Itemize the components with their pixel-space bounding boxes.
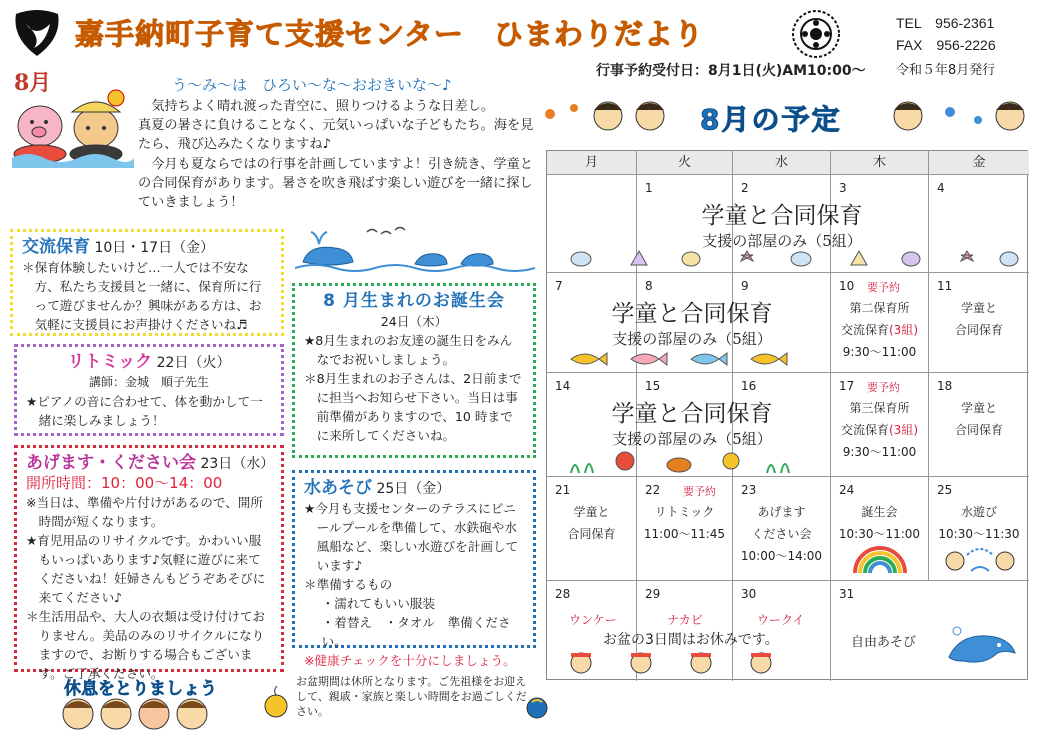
event-title: 学童と合同保育 [611, 401, 773, 427]
event-time: 10:30～11:00 [838, 527, 921, 541]
day-number: 15 [645, 379, 661, 393]
event-title: 誕生会 [861, 505, 898, 519]
day-number: 9 [741, 279, 749, 293]
schedule-title: 8月の予定 [700, 103, 842, 136]
swap-meet-title: あげます・ください会 [26, 453, 196, 473]
koryu-hoiku-box [10, 229, 284, 336]
joint-childcare-event [647, 201, 917, 251]
water-play-item: ・濡れてもいい服装 [321, 596, 435, 611]
water-play-health-note: ※健康チェックを十分にしましょう。 [304, 653, 516, 668]
event-room: 支援の部屋のみ（5組） [702, 232, 862, 250]
intro-title: う～み～は ひろい～な～おおきいな～♪ [172, 76, 452, 94]
day-number: 10 [839, 279, 855, 293]
swap-meet-body: ★育児用品のリサイクルです。かわいい服もいっぱいあります♪気軽に遊びに来てくださいね！妊婦さんもどうぞあそびに来てください♪ [26, 533, 266, 605]
intro-paragraph: 真夏の暑さに負けることなく、元気いっぱいな子どもたち。海を見たら、飛び込みたくなりますね♪ [138, 118, 534, 153]
event-title: リトミック [654, 505, 715, 519]
swap-meet-hours: 開所時間：10：00～14：00 [26, 474, 223, 492]
event-title: 合同保育 [954, 423, 1003, 437]
obon-holiday-notice: お盆の3日間はお休みです。 [603, 632, 779, 648]
day-number: 28 [555, 587, 571, 601]
event-place: 第二保育所 [849, 301, 910, 315]
day-number: 17 [839, 379, 855, 393]
sea-creatures-illustration [561, 449, 821, 475]
birthday-body: ★8月生まれのお友達の誕生日をみんなでお祝いしましょう。 [304, 333, 513, 367]
event-group: (3組) [889, 423, 918, 437]
calendar-cell [929, 373, 1029, 477]
rhythmic-title: リトミック [67, 352, 153, 372]
day-number: 11 [937, 279, 953, 293]
swap-meet-body: ＊生活用品や、大人の衣類は受け付けておりません。美品のみのリサイクルになりますので、お断りする場合もございます。ご了承ください。 [26, 609, 266, 681]
intro-paragraph: 今月も夏ならではの行事を計画していますよ！引き続き、学童との合同保育があります。暑さを吹き飛ばす楽しい遊びを一緒に探していきましょう！ [138, 156, 533, 211]
birthday-title: 8 月生まれのお誕生会 [323, 291, 505, 311]
event-title: 合同保育 [567, 527, 616, 541]
shells-illustration [561, 247, 1021, 271]
weekday-tuesday: 火 [637, 151, 733, 175]
issue-date: 令和５年8月発行 [896, 63, 996, 78]
obon-day-name: ウンケー [569, 613, 617, 627]
event-time: 9:30～11:00 [842, 345, 917, 359]
birthday-body: ＊8月生まれのお子さんは、2日前までに担当へお知らせ下さい。当日は事前準備がありますので、10 時までに来所してくださいね。 [304, 371, 522, 443]
reservation-required-badge: 要予約 [867, 281, 900, 294]
koryu-date: 10日・17日（金） [94, 240, 215, 256]
reservation-date: 行事予約受付日：8月1日(火)AM10:00～ [596, 63, 866, 79]
day-number: 8 [645, 279, 653, 293]
rhythmic-box [14, 344, 284, 436]
tel-number: TEL 956-2361 [896, 15, 995, 31]
newsletter-title: 嘉手納町子育て支援センター ひまわりだより [75, 17, 704, 51]
swap-meet-date: 23日（水） [200, 456, 275, 472]
event-title: 学童と [573, 505, 610, 519]
event-place: 第三保育所 [849, 401, 910, 415]
event-title: 交流保育 [840, 323, 889, 337]
sunflower-seal-icon [792, 10, 840, 58]
event-time: 10:00～14:00 [740, 549, 823, 563]
day-number: 31 [839, 587, 855, 601]
calendar-cell [929, 273, 1029, 373]
day-number: 23 [741, 483, 757, 497]
rainbow-illustration [851, 543, 909, 575]
water-play-date: 25日（金） [376, 481, 451, 497]
calendar-cell [547, 477, 637, 581]
fax-number: FAX 956-2226 [896, 37, 996, 53]
rhythmic-teacher: 講師：金城 順子先生 [88, 375, 209, 389]
event-time: 9:30～11:00 [842, 445, 917, 459]
koryu-body: ＊保育体験したいけど…一人では不安な方、私たち支援員と一緒に、保育所に行って遊びませんか？興味がある方は、お気軽に支援員にお声掛けくださいね♬ [22, 260, 262, 332]
day-number: 1 [645, 181, 653, 195]
day-number: 2 [741, 181, 749, 195]
day-number: 16 [741, 379, 757, 393]
water-play-body: ★今月も支援センターのテラスにビニールプールを準備して、水鉄砲や水風船など、楽しい水遊びを計画しています♪ [304, 501, 519, 573]
event-title: 学童と合同保育 [611, 301, 773, 327]
obon-closure-note: お盆期間は休所となります。ご先祖様をお迎えして、親戚・家族と楽しい時間をお過ごしください。 [296, 675, 527, 718]
intro-paragraph: 気持ちよく晴れ渡った青空に、照りつけるような日差し。 [151, 99, 495, 114]
koryu-title: 交流保育 [22, 237, 90, 257]
town-emblem-icon [12, 8, 62, 58]
calendar-cell [637, 477, 733, 581]
day-number: 25 [937, 483, 953, 497]
intro-text [138, 97, 538, 212]
dolphin-illustration [943, 621, 1019, 671]
obon-day-name: ウークイ [757, 613, 805, 627]
day-number: 14 [555, 379, 571, 393]
water-play-title: 水あそび [304, 478, 372, 498]
event-group: (3組) [889, 323, 918, 337]
contact-info [896, 12, 996, 56]
calendar-cell [831, 581, 1029, 681]
calendar-cell [733, 477, 831, 581]
event-time: 10:30～11:30 [938, 527, 1020, 541]
kids-faces-illustration [58, 694, 218, 734]
swap-meet-box [14, 445, 284, 681]
reservation-required-badge: 要予約 [867, 381, 900, 394]
water-play-box [292, 470, 536, 668]
weekday-friday: 金 [929, 151, 1029, 175]
swap-meet-body: ※当日は、準備や片付けがあるので、開所時間が短くなります。 [26, 495, 263, 529]
joint-childcare-event [567, 299, 817, 349]
calendar-cell [831, 373, 929, 477]
month-label: 8月 [14, 70, 52, 96]
balloon-icon [526, 686, 548, 720]
day-number: 7 [555, 279, 563, 293]
day-number: 29 [645, 587, 661, 601]
day-number: 3 [839, 181, 847, 195]
day-number: 30 [741, 587, 757, 601]
event-title: 交流保育 [840, 423, 889, 437]
event-time: 11:00～11:45 [643, 527, 726, 541]
reservation-required-badge: 要予約 [683, 485, 716, 498]
swimming-kids-illustration [8, 88, 134, 168]
event-title: 学童と [960, 401, 997, 415]
event-title: 学童と合同保育 [701, 203, 863, 229]
weekday-wednesday: 水 [733, 151, 831, 175]
birthday-party-box [292, 283, 536, 458]
balloon-icon [263, 686, 289, 720]
calendar-cell [929, 477, 1029, 581]
calendar-cell [831, 477, 929, 581]
water-play-illustration [941, 543, 1019, 575]
event-title: 学童と [960, 301, 997, 315]
water-play-items-heading: ＊準備するもの [304, 577, 393, 592]
rest-heading: 休息をとりましょう [64, 679, 217, 699]
water-play-item: ・着替え ・タオル 準備ください。 [321, 615, 511, 649]
august-calendar [546, 150, 1028, 680]
day-number: 18 [937, 379, 953, 393]
rhythmic-body: ★ピアノの音に合わせて、体を動かして一緒に楽しみましょう！ [26, 394, 263, 428]
event-title: 合同保育 [954, 323, 1003, 337]
day-number: 24 [839, 483, 855, 497]
event-title: 自由あそび [851, 635, 917, 650]
rhythmic-date: 22日（火） [156, 355, 231, 371]
event-room: 支援の部屋のみ（5組） [612, 330, 772, 348]
obon-day-name: ナカビ [667, 613, 703, 627]
event-room: 支援の部屋のみ（5組） [612, 430, 772, 448]
day-number: 4 [937, 181, 945, 195]
birthday-date: 24日（木） [380, 314, 448, 329]
whales-illustration [295, 222, 535, 272]
day-number: 22 [645, 483, 661, 497]
event-title: ください会 [751, 527, 812, 541]
joint-childcare-event [567, 399, 817, 449]
weekday-monday: 月 [547, 151, 637, 175]
calendar-cell [831, 273, 929, 373]
weekday-thursday: 木 [831, 151, 929, 175]
event-title: あげます [757, 505, 806, 519]
day-number: 21 [555, 483, 571, 497]
fish-illustration [561, 347, 821, 371]
event-title: 水遊び [960, 505, 997, 519]
eisa-dancers-illustration [561, 649, 811, 679]
